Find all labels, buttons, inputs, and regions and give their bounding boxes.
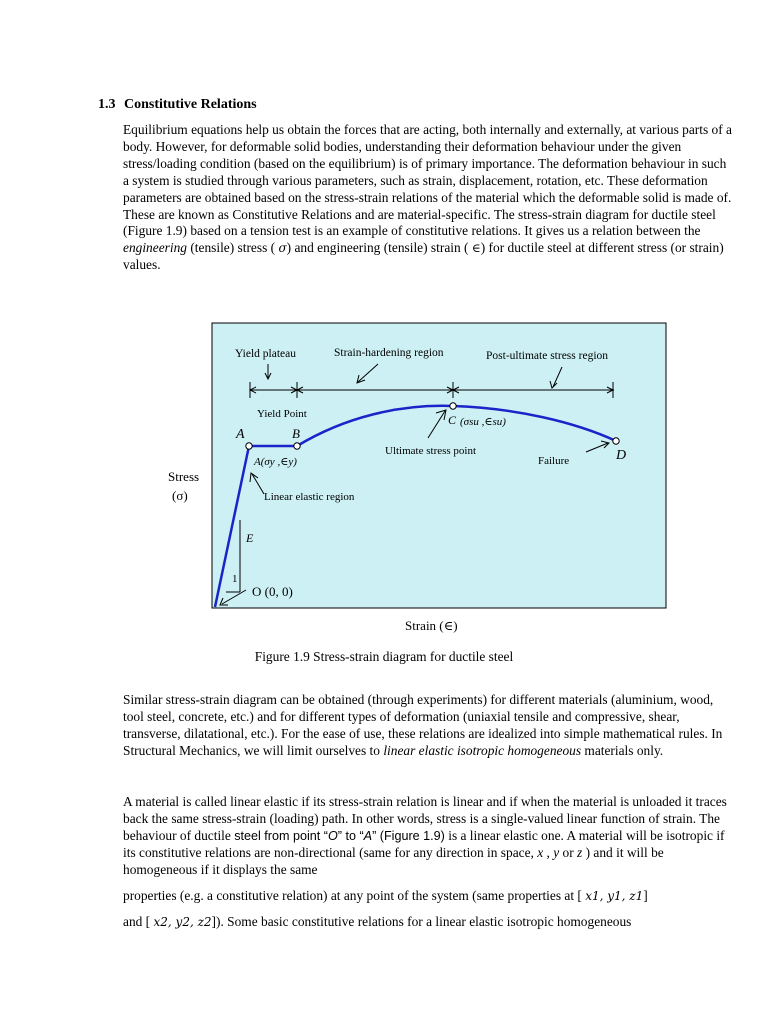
yield-plateau-label: Yield plateau [235, 348, 296, 360]
section-title: Constitutive Relations [124, 97, 257, 112]
coordinate-1: x1, y1, z1 [585, 888, 644, 903]
p1-text-4: ) for ductile steel at different stress (or strain) values. [123, 240, 724, 273]
point-a-coordinates: A(σy ,∈y) [254, 456, 297, 468]
p1-emphasis: engineering [123, 240, 187, 256]
figure-caption: Figure 1.9 Stress-strain diagram for ductile steel [254, 649, 514, 664]
x-variable: x [537, 844, 544, 860]
point-a-marker [246, 443, 252, 449]
stress-strain-diagram [160, 322, 680, 642]
sigma-symbol: σ [278, 241, 287, 256]
p3-or: or [559, 844, 578, 860]
section-number: 1.3 [98, 97, 116, 112]
point-o-ref: O [327, 828, 338, 843]
paragraph-similar-diagrams [123, 692, 735, 760]
point-d-label: D [616, 448, 627, 463]
yield-point-label: Yield Point [257, 408, 307, 420]
p3-sans-3: ” (Figure 1.9) [372, 828, 445, 843]
point-b-label: B [292, 426, 300, 441]
point-c-marker [450, 403, 456, 409]
section-heading [98, 97, 257, 113]
p3-line-properties [123, 883, 735, 909]
point-a-ref: A [363, 828, 373, 843]
strain-axis-label: Strain (∈) [405, 618, 458, 633]
coordinate-2: x2, y2, z2 [153, 914, 212, 929]
paragraph-linear-elastic [123, 794, 735, 935]
linear-elastic-label: Linear elastic region [264, 491, 355, 503]
p3-sans-1: steel from point “ [234, 828, 328, 843]
p3-text-2: is a linear elastic one. A material will be isotropic if its constitutive relations are non-directional (same for any direction in space, [123, 827, 725, 860]
p3-comma: , [543, 844, 554, 860]
point-c-coordinates: (σsu ,∈su) [460, 416, 506, 428]
p3-line-coords [123, 909, 735, 935]
modulus-label: E [246, 531, 254, 545]
p3-text-5: ]). Some basic constitutive relations for a linear elastic isotropic homogeneous [211, 913, 632, 929]
point-c-label: C [448, 413, 457, 427]
p3-text-4: properties (e.g. a constitutive relation) at any point of the system (same properties at [ [123, 887, 582, 903]
failure-label: Failure [538, 455, 570, 467]
origin-label: O (0, 0) [252, 584, 293, 599]
post-ultimate-label: Post-ultimate stress region [486, 350, 609, 362]
p3-and-open: and [ [123, 913, 151, 929]
epsilon-symbol: ∈ [471, 241, 481, 256]
strain-hardening-label: Strain-hardening region [334, 347, 444, 359]
y-variable: y [553, 844, 560, 860]
p2-emphasis: linear elastic isotropic homogeneous [383, 742, 582, 758]
z-variable: z [577, 844, 583, 860]
stress-axis-symbol: (σ) [172, 488, 188, 503]
p3-text-3: ) and it will be homogeneous if it displays the same [123, 844, 664, 877]
slope-one-label: 1 [232, 573, 238, 585]
p2-text-1: Similar stress-strain diagram can be obtained (through experiments) for different materials (aluminium, wood, tool steel, concrete, etc.) and for different types of deformation (uniaxial tensile and compressive, shear, transverse, dilatational, etc.). For the ease of use, these relations are idealized into simple mathematical rules. In Structural Mechanics, we will limit ourselves to [123, 692, 723, 758]
p3-text-1: A material is called linear elastic if its stress-strain relation is linear and if when the material is unloaded it traces back the same stress-strain (loading) path. In other words, stress is a single-valued linear function of strain. The behaviour of ductile [123, 794, 727, 843]
ultimate-stress-label: Ultimate stress point [385, 445, 477, 457]
p3-bracket-close: ] [643, 887, 648, 903]
p1-text-3: ) and engineering (tensile) strain ( [286, 240, 469, 256]
p2-text-2: materials only. [581, 742, 664, 758]
point-b-marker [294, 443, 300, 449]
p1-text-2: (tensile) stress ( [186, 240, 276, 256]
p3-sans-2: ” to “ [337, 828, 364, 843]
paragraph-constitutive-intro [123, 122, 735, 274]
point-d-marker [613, 438, 619, 444]
stress-axis-label: Stress [168, 469, 200, 484]
point-a-label: A [236, 427, 245, 442]
p1-text-1: Equilibrium equations help us obtain the forces that are acting, both internally and externally, at various parts of a body. However, for deformable solid bodies, understanding their deformation behaviour under the given stress/loading condition (based on the equilibrium) is of primary importance. The deformation behaviour in such a system is studied through various parameters, such as strain, displacement, rotation, etc. These deformation parameters are obtained based on the stress-strain relations of the material which the deformable solid is made of. These are known as Constitutive Relations and are material-specific. The stress-strain diagram for ductile steel (Figure 1.9) based on a tension test is an example of constitutive relations. It gives us a relation between the [123, 122, 732, 239]
